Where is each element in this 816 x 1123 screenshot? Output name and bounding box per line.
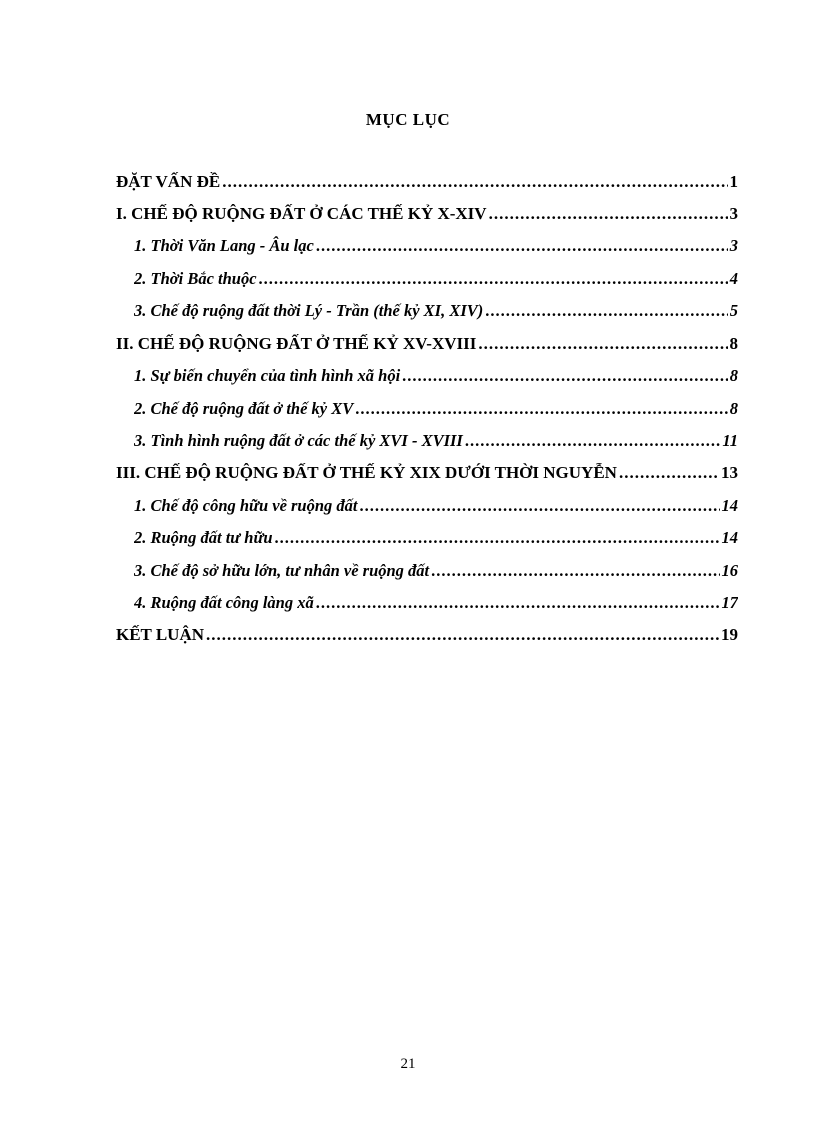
dot-leader — [402, 366, 728, 386]
dot-leader — [259, 269, 728, 289]
dot-leader — [316, 593, 720, 613]
toc-entry[interactable] — [134, 528, 738, 548]
dot-leader — [206, 625, 719, 645]
toc-entry-page: 1 — [729, 172, 738, 191]
toc-entry-page: 13 — [721, 463, 738, 482]
toc-entry[interactable] — [116, 172, 738, 192]
toc-entry-label: 4. Ruộng đất công làng xã — [134, 593, 314, 612]
toc-entry[interactable] — [116, 204, 738, 224]
toc-entry-label: 3. Chế độ sở hữu lớn, tư nhân về ruộng đất — [134, 561, 430, 580]
toc-entry[interactable] — [134, 236, 738, 256]
toc-entry-page: 11 — [722, 431, 738, 450]
toc-entry[interactable] — [116, 625, 738, 645]
toc-entry[interactable] — [116, 463, 738, 483]
dot-leader — [465, 431, 721, 451]
dot-leader — [275, 528, 720, 548]
toc-entry-label: 1. Chế độ công hữu về ruộng đất — [134, 496, 358, 515]
toc-entry-label: 3. Chế độ ruộng đất thời Lý - Trần (thế kỷ XI, XIV) — [134, 301, 484, 320]
toc-entry-label: KẾT LUẬN — [116, 625, 205, 644]
toc-entry-label: III. CHẾ ĐỘ RUỘNG ĐẤT Ở THẾ KỶ XIX DƯỚI THỜI NGUYỄN — [116, 463, 617, 482]
toc-entry-page: 14 — [721, 528, 738, 547]
toc-entry-label: 2. Ruộng đất tư hữu — [134, 528, 273, 547]
toc-entry-page: 19 — [721, 625, 738, 644]
toc-entry-page: 17 — [721, 593, 738, 612]
dot-leader — [431, 561, 719, 581]
toc-entry[interactable] — [134, 496, 738, 516]
toc-entry-page: 3 — [729, 204, 738, 223]
toc-entry[interactable] — [134, 561, 738, 581]
toc-entry-page: 4 — [729, 269, 738, 288]
dot-leader — [489, 204, 728, 224]
page-number: 21 — [400, 1056, 416, 1072]
toc-entry-page: 8 — [729, 399, 738, 418]
toc-entry-label: 1. Thời Văn Lang - Âu lạc — [134, 236, 314, 255]
toc-entry-page: 14 — [721, 496, 738, 515]
toc-entry-label: 3. Tình hình ruộng đất ở các thế kỷ XVI - XVIII — [134, 431, 463, 450]
dot-leader — [316, 236, 728, 256]
dot-leader — [360, 496, 720, 516]
toc-entry-label: 1. Sự biến chuyển của tình hình xã hội — [134, 366, 401, 385]
toc-entry[interactable] — [134, 431, 738, 451]
toc-entry[interactable] — [134, 366, 738, 386]
page-title: MỤC LỤC — [365, 110, 451, 129]
dot-leader — [355, 399, 727, 419]
dot-leader — [485, 301, 727, 321]
toc-entry-label: ĐẶT VẤN ĐỀ — [116, 172, 221, 191]
toc-entry[interactable] — [134, 269, 738, 289]
dot-leader — [222, 172, 727, 192]
toc-entry[interactable] — [116, 334, 738, 354]
toc-entry-page: 8 — [729, 334, 738, 353]
toc-entry-page: 16 — [721, 561, 738, 580]
toc-entry[interactable] — [134, 593, 738, 613]
toc-entry-page: 8 — [729, 366, 738, 385]
toc-entry[interactable] — [134, 301, 738, 321]
toc-entry-page: 3 — [729, 236, 738, 255]
toc-entry-label: 2. Thời Bắc thuộc — [134, 269, 257, 288]
dot-leader — [478, 334, 727, 354]
toc-entry-label: I. CHẾ ĐỘ RUỘNG ĐẤT Ở CÁC THẾ KỶ X-XIV — [116, 204, 487, 223]
toc-entry-label: II. CHẾ ĐỘ RUỘNG ĐẤT Ở THẾ KỶ XV-XVIII — [116, 334, 477, 353]
toc-entry-label: 2. Chế độ ruộng đất ở thế kỷ XV — [134, 399, 354, 418]
toc-entry[interactable] — [134, 399, 738, 419]
toc-entry-page: 5 — [729, 301, 738, 320]
dot-leader — [619, 463, 719, 483]
